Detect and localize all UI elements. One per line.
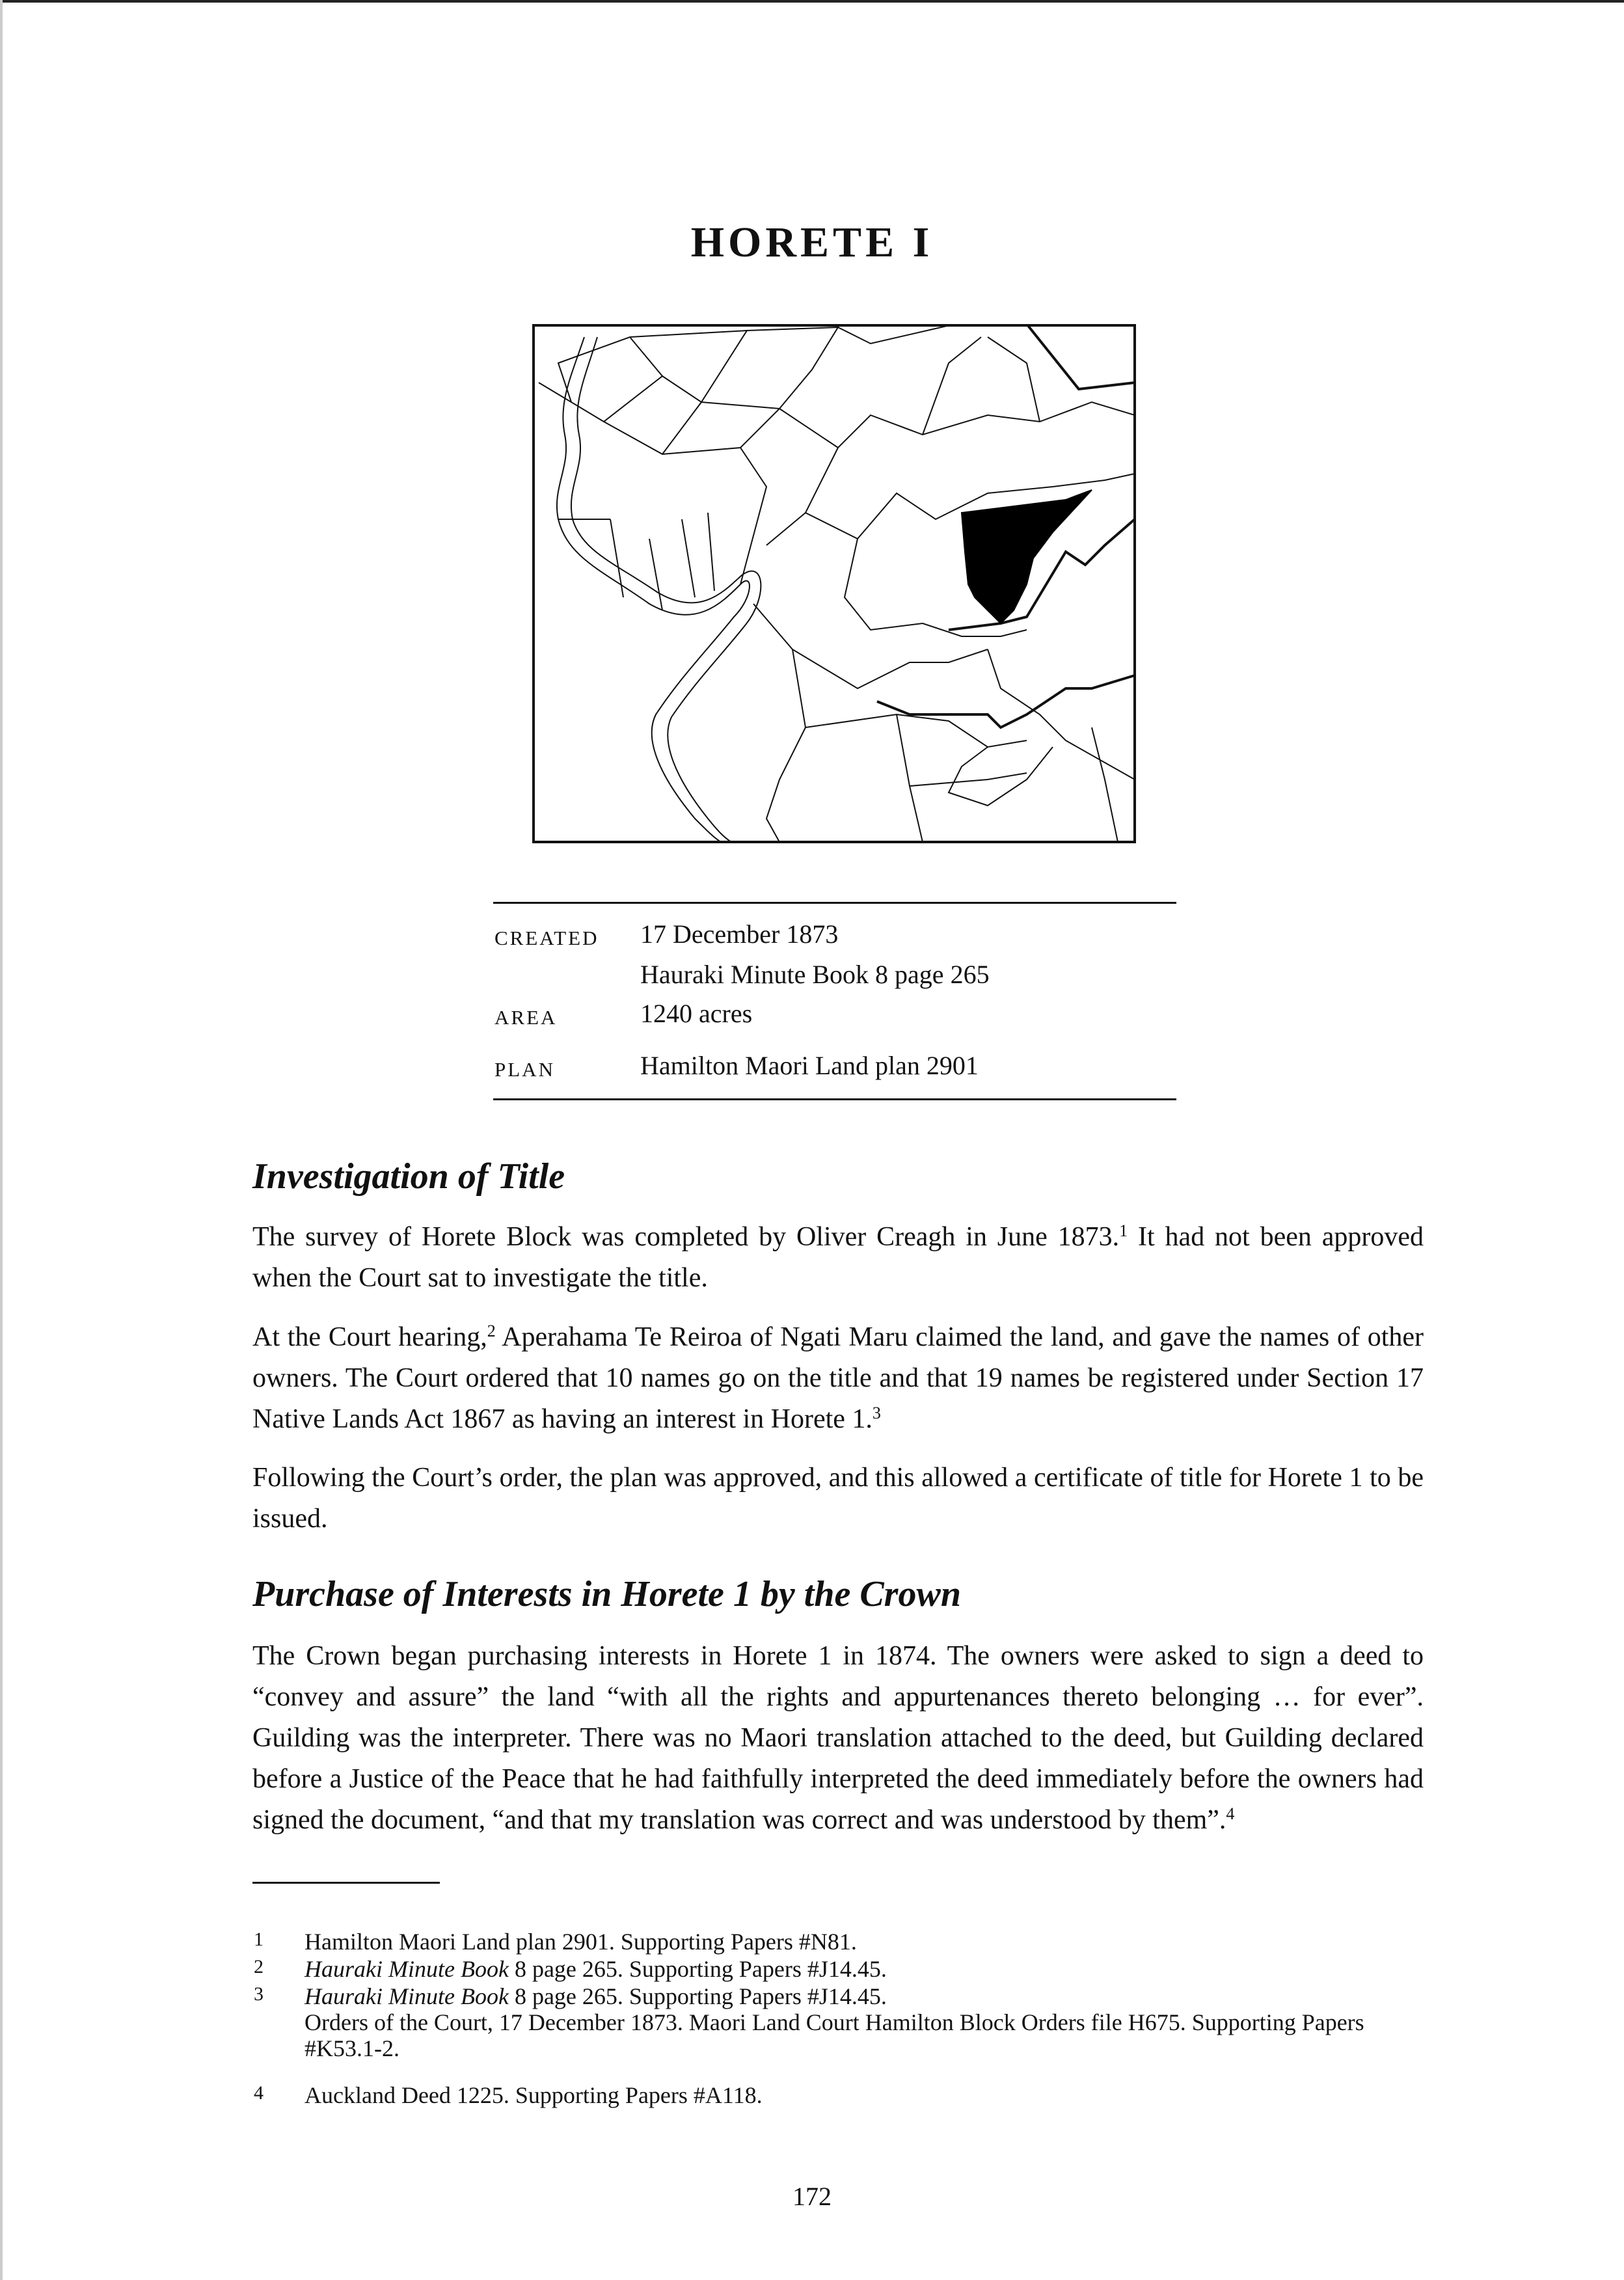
area-value: 1240 acres — [640, 999, 753, 1028]
footnote-ref: 4 — [1226, 1804, 1235, 1823]
parcel-boundary — [766, 727, 805, 842]
paragraph-text: It had not been approved when the Court sat to investigate the title. — [252, 1222, 1424, 1293]
footnote-2 — [304, 1956, 1437, 1982]
footnote-number: 1 — [254, 1929, 264, 1950]
paragraph-survey — [252, 1217, 1424, 1299]
parcel-boundary — [740, 448, 766, 584]
parcel-boundary — [988, 337, 1040, 422]
footnote-ref: 1 — [1119, 1221, 1128, 1240]
page-left-border — [0, 0, 3, 2280]
plan-value: Hamilton Maori Land plan 2901 — [640, 1051, 979, 1080]
footnote-text: 8 page 265. Supporting Papers #J14.45. — [508, 1983, 887, 2009]
footnote-text-continued: Orders of the Court, 17 December 1873. Maori Land Court Hamilton Block Orders file H675. Supporting Papers #K53.1-2. — [304, 2009, 1364, 2061]
paragraph-text: At the Court hearing, — [252, 1322, 487, 1352]
bold-boundary — [1027, 324, 1135, 389]
page-title: HORETE I — [690, 219, 934, 266]
plan-label: PLAN — [494, 1058, 555, 1081]
footnote-1: Hamilton Maori Land plan 2901. Supporting Papers #N81. — [304, 1929, 857, 1955]
metadata-top-rule — [493, 902, 1176, 904]
parcel-boundary — [701, 327, 838, 409]
paragraph-text: The survey of Horete Block was completed by Oliver Creagh in June 1873. — [252, 1222, 1120, 1252]
parcel-boundary — [1092, 727, 1118, 842]
bold-boundary — [877, 675, 1135, 727]
created-date: 17 December 1873 — [640, 919, 839, 949]
section-heading-purchase: Purchase of Interests in Horete 1 by the Crown — [252, 1574, 961, 1614]
parcel-boundary — [649, 539, 662, 610]
page-top-border — [0, 0, 1624, 3]
footnote-number: 2 — [254, 1956, 264, 1977]
created-source: Hauraki Minute Book 8 page 265 — [640, 960, 990, 989]
footnote-text: 8 page 265. Supporting Papers #J14.45. — [508, 1956, 887, 1982]
area-label: AREA — [494, 1006, 558, 1029]
parcel-boundary — [630, 331, 747, 402]
footnote-italic: Hauraki Minute Book — [304, 1983, 509, 2009]
paragraph-text: The Crown began purchasing interests in Horete 1 in 1874. The owners were asked to sign a deed to “convey and assure” the land “with all the rights and appurtenances thereto belonging … for ever”. Guilding was the interpreter. There was no Maori translation attached to the deed, but Guilding declared before a Justice of the Peace that he had faithfully interpreted the deed immediately before the owners had signed the document, “and that my translation was correct and was understood by them”. — [252, 1641, 1424, 1835]
paragraph-court-order: Following the Court’s order, the plan was approved, and this allowed a certificate of title for Horete 1 to be issued. — [252, 1463, 1424, 1534]
metadata-bottom-rule — [493, 1098, 1176, 1100]
footnote-ref: 3 — [872, 1404, 881, 1422]
parcel-boundary — [779, 402, 1135, 448]
parcel-boundary — [838, 324, 955, 344]
footnote-3 — [304, 1983, 1437, 2061]
footnote-number: 4 — [254, 2082, 264, 2104]
parcel-boundary — [988, 649, 1135, 780]
page-number: 172 — [792, 2182, 832, 2211]
parcel-boundary — [610, 519, 623, 597]
paragraph-text: Aperahama Te Reiroa of Ngati Maru claimed the land, and gave the names of other owners. The Court ordered that 10 names go on the title and that 19 names be registered under Section 17 Native Lands Act 1867 as having an interest in Horete 1. — [252, 1322, 1424, 1434]
parcel-boundary — [682, 519, 695, 597]
parcel-boundary — [753, 604, 988, 688]
footnote-italic: Hauraki Minute Book — [304, 1956, 509, 1982]
footnote-4: Auckland Deed 1225. Supporting Papers #A118. — [304, 2082, 763, 2108]
parcel-boundary — [558, 337, 662, 422]
parcel-boundary — [949, 747, 1053, 806]
footnote-separator — [252, 1882, 440, 1884]
block-location-map — [532, 324, 1136, 843]
created-label: CREATED — [494, 927, 599, 949]
paragraph-court-hearing — [252, 1317, 1424, 1440]
parcel-boundary — [708, 513, 714, 591]
map-frame — [534, 325, 1135, 842]
footnote-ref: 2 — [487, 1322, 496, 1340]
section-heading-investigation: Investigation of Title — [252, 1156, 565, 1197]
parcel-boundary — [792, 649, 1027, 747]
paragraph-crown-purchase — [252, 1636, 1424, 1841]
parcel-boundary — [766, 513, 805, 545]
parcel-boundary — [910, 786, 923, 842]
river-bank — [571, 337, 761, 842]
footnote-number: 3 — [254, 1983, 264, 2005]
